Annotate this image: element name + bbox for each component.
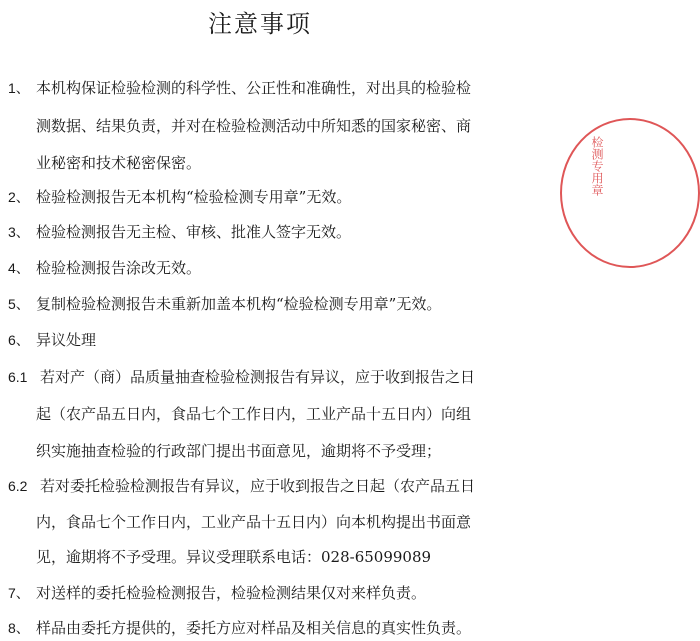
list-item-2: [8, 187, 351, 207]
list-item-1-line-2: 测数据、结果负责，并对在检验检测活动中所知悉的国家秘密、商: [36, 117, 472, 135]
item-text: 复制检验检测报告未重新加盖本机构“检验检测专用章”无效。: [36, 295, 442, 313]
item-number: 6、: [8, 332, 30, 348]
list-item-1-line-3: 业秘密和技术秘密保密。: [36, 154, 202, 172]
list-item-6-1-line-3: 织实施抽查检验的行政部门提出书面意见，逾期将不予受理；: [36, 442, 442, 460]
item-number: 4、: [8, 260, 30, 276]
item-text: 若对委托检验检测报告有异议，应于收到报告之日起（农产品五日: [40, 477, 476, 495]
list-item-5: [8, 294, 441, 314]
item-text: 检验检测报告无主检、审核、批准人签字无效。: [36, 223, 352, 241]
list-item-6-2-line-3: 见，逾期将不予受理。异议受理联系电话：028-65099089: [36, 548, 432, 566]
list-item-4: [8, 258, 201, 278]
item-number: 7、: [8, 585, 30, 601]
list-item-3: [8, 222, 351, 242]
list-item-6-2-line-1: [8, 476, 475, 496]
item-number: 1、: [8, 80, 30, 96]
item-number: 5、: [8, 296, 30, 312]
page-title: 注意事项: [208, 10, 312, 38]
item-text: 检验检测报告涂改无效。: [36, 259, 202, 277]
list-item-6: [8, 330, 96, 350]
item-text: 若对产（商）品质量抽查检验检测报告有异议，应于收到报告之日: [40, 368, 476, 386]
official-seal-stamp: [560, 118, 700, 268]
list-item-7: [8, 583, 426, 603]
list-item-6-1-line-1: [8, 367, 475, 387]
item-text: 检验检测报告无本机构“检验检测专用章”无效。: [36, 188, 352, 206]
list-item-8: [8, 618, 471, 638]
list-item-6-1-line-2: 起（农产品五日内，食品七个工作日内，工业产品十五日内）向组: [36, 405, 472, 423]
item-text: 异议处理: [36, 331, 97, 349]
list-item-6-2-line-2: 内，食品七个工作日内，工业产品十五日内）向本机构提出书面意: [36, 513, 472, 531]
item-text: 本机构保证检验检测的科学性、公正性和准确性，对出具的检验检: [36, 79, 472, 97]
list-item-1-line-1: [8, 78, 471, 98]
item-number: 6.2: [8, 478, 28, 494]
item-number: 3、: [8, 224, 30, 240]
item-text: 对送样的委托检验检测报告，检验检测结果仅对来样负责。: [36, 584, 427, 602]
item-number: 2、: [8, 189, 30, 205]
seal-stamp-text: 检测专用章: [590, 136, 604, 196]
item-text: 样品由委托方提供的，委托方应对样品及相关信息的真实性负责。: [36, 619, 472, 637]
item-number: 6.1: [8, 369, 28, 385]
item-number: 8、: [8, 620, 30, 636]
